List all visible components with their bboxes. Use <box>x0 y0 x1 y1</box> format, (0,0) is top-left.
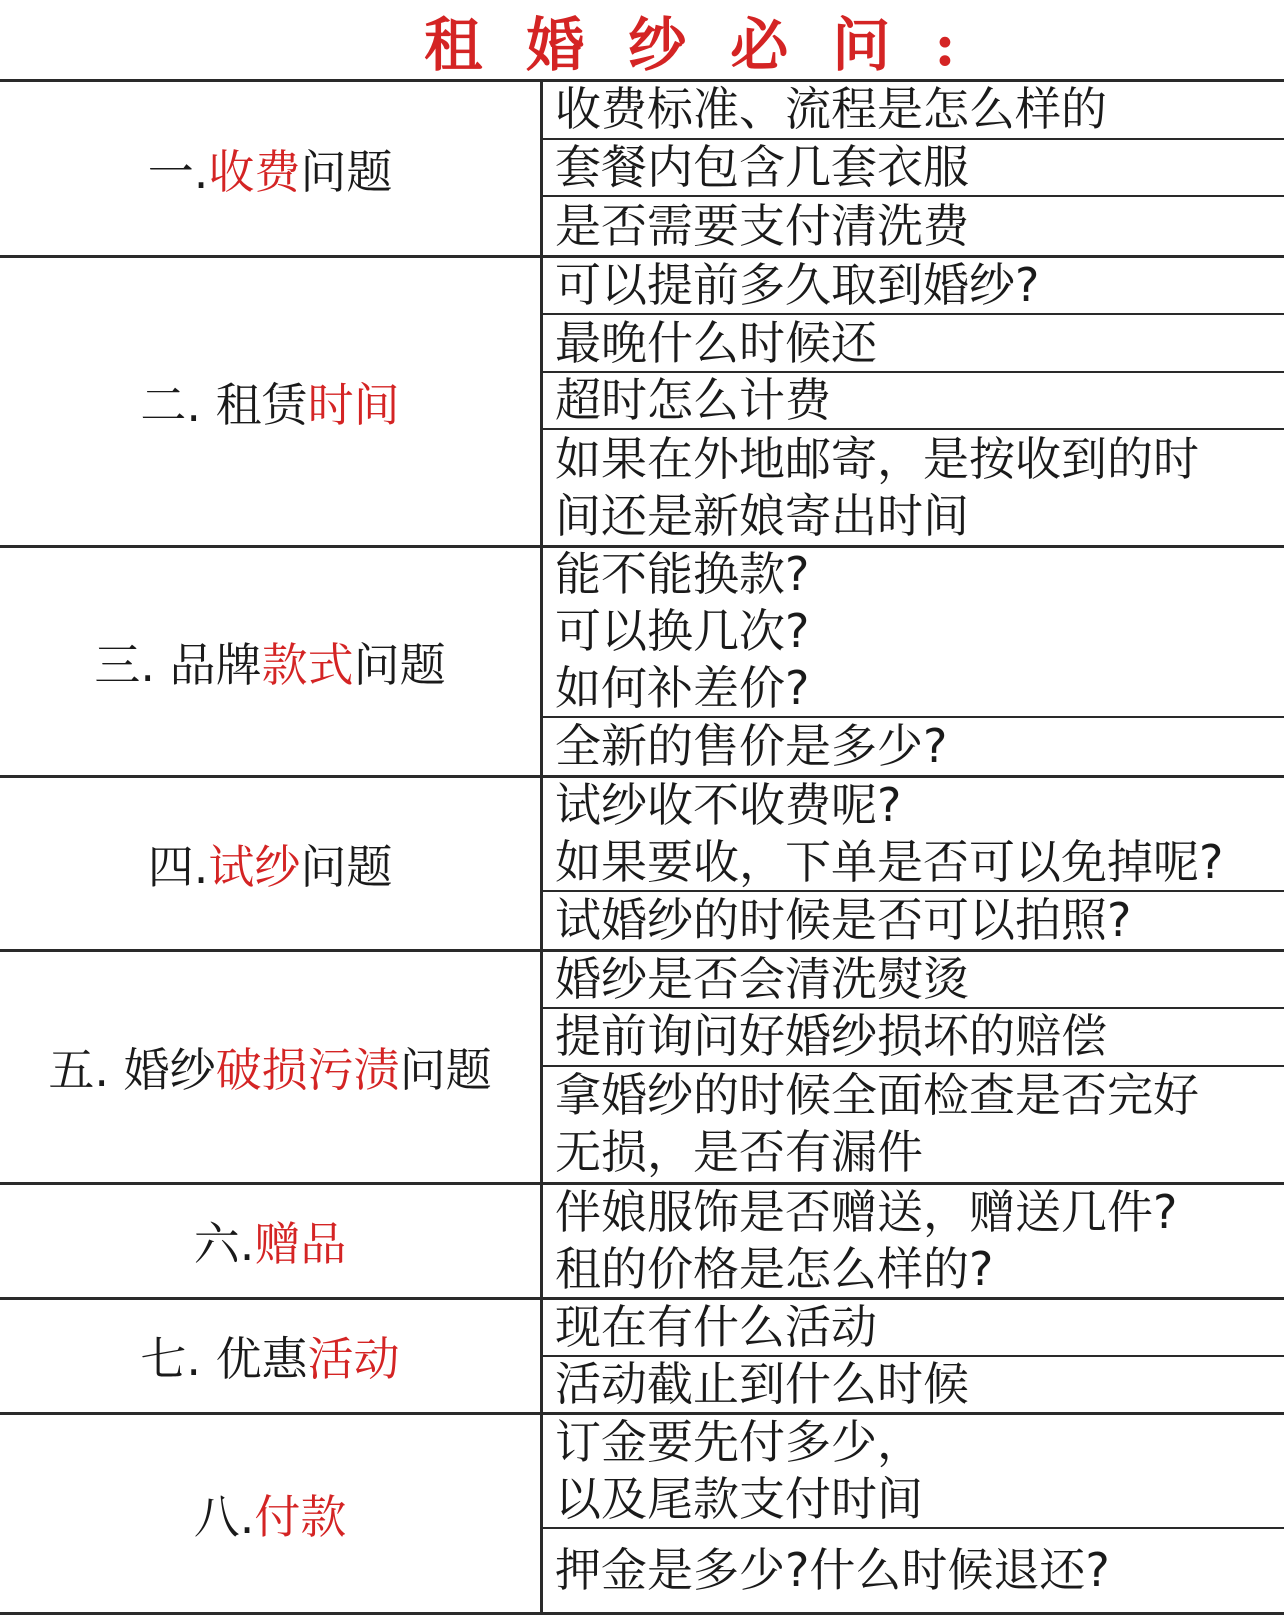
group-label-highlight: 活动 <box>307 1332 400 1386</box>
question-group <box>0 548 1284 778</box>
question-text: 拿婚纱的时候全面检查是否完好 <box>555 1068 1199 1123</box>
question-cell <box>543 315 1284 372</box>
question-text: 订金要先付多少， <box>555 1415 923 1470</box>
group-label-prefix: 七. 优惠 <box>140 1332 308 1386</box>
question-group <box>0 1415 1284 1615</box>
question-group <box>0 258 1284 548</box>
question-cell <box>543 373 1284 430</box>
question-list <box>543 548 1284 775</box>
group-label <box>0 548 543 775</box>
question-cell <box>543 140 1284 198</box>
question-text: 试婚纱的时候是否可以拍照? <box>555 893 1132 948</box>
question-text: 可以换几次? <box>555 604 810 659</box>
question-text: 以及尾款支付时间 <box>555 1472 923 1527</box>
group-label <box>0 1300 543 1412</box>
question-text: 如果要收，下单是否可以免掉呢? <box>555 835 1224 890</box>
question-group <box>0 778 1284 952</box>
question-cell <box>543 1185 1284 1297</box>
group-label-prefix: 二. 租赁 <box>140 377 308 432</box>
group-label-highlight: 时间 <box>307 377 400 432</box>
question-list <box>543 778 1284 949</box>
question-text: 收费标准、流程是怎么样的 <box>555 82 1107 137</box>
question-cell <box>543 1415 1284 1529</box>
group-label-suffix: 问题 <box>300 144 393 199</box>
question-text: 提前询问好婚纱损坏的赔偿 <box>555 1009 1107 1064</box>
group-label-highlight: 赠品 <box>254 1217 347 1271</box>
question-group <box>0 1300 1284 1415</box>
question-text: 最晚什么时候还 <box>555 315 877 370</box>
group-label-suffix: 问题 <box>300 839 393 894</box>
question-list <box>543 1300 1284 1412</box>
question-text: 全新的售价是多少? <box>555 718 948 773</box>
question-list <box>543 1185 1284 1297</box>
question-text: 租的价格是怎么样的? <box>555 1242 994 1296</box>
questions-table <box>0 79 1284 1615</box>
question-group <box>0 952 1284 1185</box>
question-cell <box>543 258 1284 315</box>
question-text: 押金是多少?什么时候退还? <box>555 1543 1110 1598</box>
group-label-highlight: 款式 <box>261 637 354 692</box>
question-cell <box>543 1529 1284 1612</box>
group-label <box>0 778 543 949</box>
page-title: 租婚纱必问: <box>424 11 1000 79</box>
group-label-prefix: 八. <box>193 1489 255 1544</box>
group-label-highlight: 破损污渍 <box>215 1043 400 1097</box>
group-label-highlight: 试纱 <box>208 839 301 894</box>
question-text: 婚纱是否会清洗熨烫 <box>555 952 969 1007</box>
group-label-suffix: 问题 <box>399 1043 492 1097</box>
question-text: 间还是新娘寄出时间 <box>555 488 969 543</box>
group-label-prefix: 五. 婚纱 <box>48 1043 216 1097</box>
group-label-prefix: 三. 品牌 <box>94 637 262 692</box>
question-text: 套餐内包含几套衣服 <box>555 140 969 195</box>
group-label-highlight: 付款 <box>254 1489 347 1544</box>
question-list <box>543 82 1284 255</box>
question-list <box>543 1415 1284 1612</box>
question-cell <box>543 1357 1284 1412</box>
question-text: 可以提前多久取到婚纱? <box>555 258 1040 313</box>
question-text: 能不能换款? <box>555 548 810 602</box>
question-group <box>0 82 1284 258</box>
question-text: 现在有什么活动 <box>555 1300 877 1354</box>
question-cell <box>543 1300 1284 1357</box>
question-list <box>543 952 1284 1182</box>
group-label <box>0 258 543 545</box>
question-cell <box>543 430 1284 545</box>
question-text: 如何补差价? <box>555 661 810 716</box>
group-label-prefix: 一. <box>147 144 209 199</box>
group-label <box>0 1415 543 1612</box>
question-text: 活动截止到什么时候 <box>555 1356 969 1411</box>
question-cell <box>543 718 1284 775</box>
question-cell <box>543 1067 1284 1182</box>
question-text: 无损，是否有漏件 <box>555 1125 923 1180</box>
question-text: 试纱收不收费呢? <box>555 778 902 833</box>
question-cell <box>543 952 1284 1009</box>
question-text: 是否需要支付清洗费 <box>555 198 969 253</box>
question-cell <box>543 778 1284 892</box>
question-cell <box>543 197 1284 255</box>
question-cell <box>543 1009 1284 1066</box>
question-group <box>0 1185 1284 1300</box>
group-label-prefix: 六. <box>193 1217 255 1271</box>
group-label-highlight: 收费 <box>208 144 301 199</box>
question-list <box>543 258 1284 545</box>
group-label-suffix: 问题 <box>353 637 446 692</box>
group-label <box>0 82 543 255</box>
group-label <box>0 1185 543 1297</box>
group-label <box>0 952 543 1182</box>
group-label-prefix: 四. <box>147 839 209 894</box>
question-cell <box>543 548 1284 718</box>
question-text: 超时怎么计费 <box>555 373 831 428</box>
question-cell <box>543 82 1284 140</box>
question-text: 如果在外地邮寄，是按收到的时 <box>555 431 1199 486</box>
question-cell <box>543 892 1284 949</box>
question-text: 伴娘服饰是否赠送，赠送几件? <box>555 1185 1178 1239</box>
